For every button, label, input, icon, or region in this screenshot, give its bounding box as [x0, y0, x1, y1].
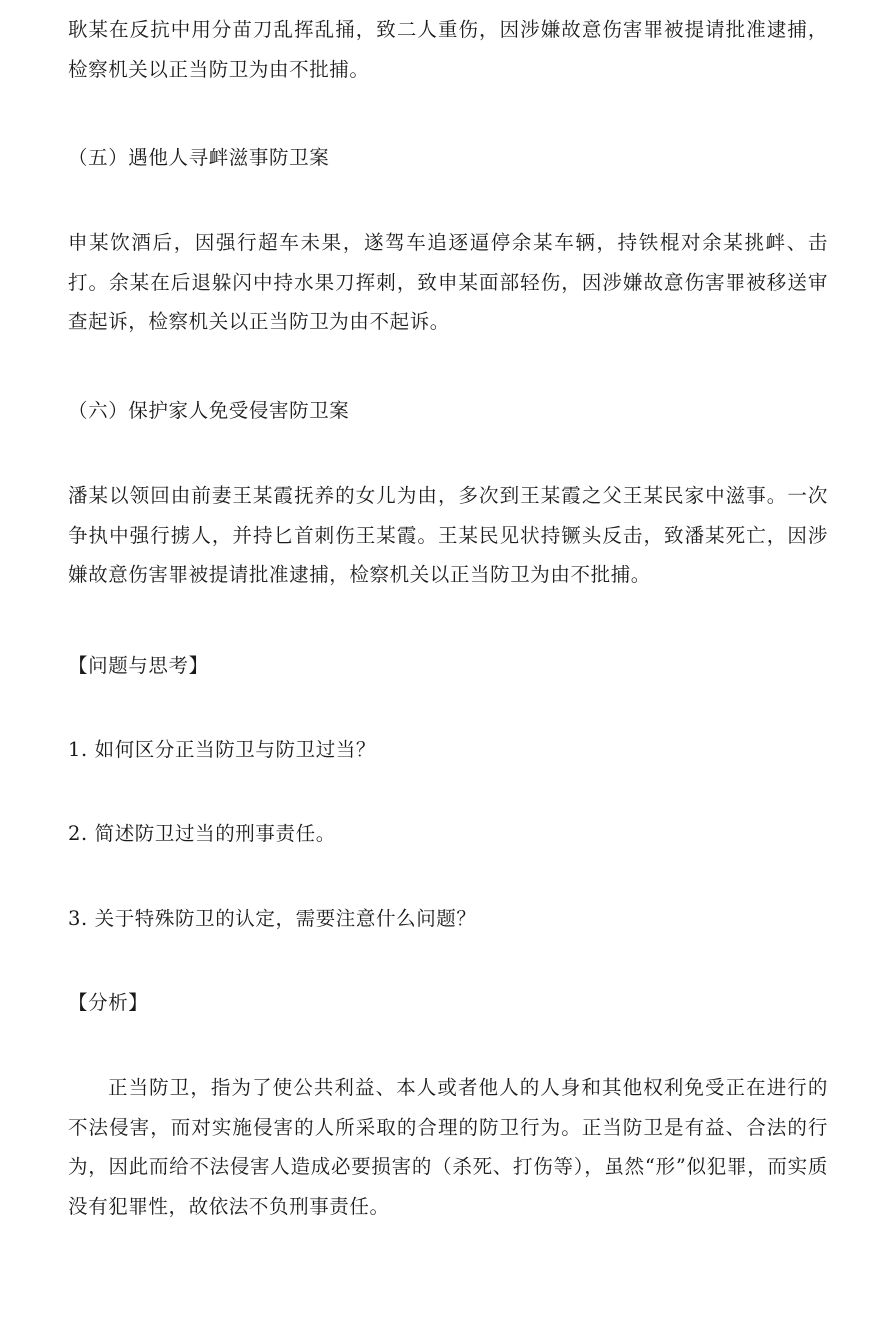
question-3: 3. 关于特殊防卫的认定，需要注意什么问题？: [68, 907, 477, 930]
case-paragraph-shen: 申某饮酒后，因强行超车未果，遂驾车追逐逼停余某车辆，持铁棍对余某挑衅、击打。余某在后退躲闪中持水果刀挥刺，致申某面部轻伤，因涉嫌故意伤害罪被移送审查起诉，检察机关以正当防卫为由不起诉。: [68, 231, 828, 333]
section-heading-5: （五）遇他人寻衅滋事防卫案: [68, 146, 330, 169]
analysis-heading: 【分析】: [68, 991, 149, 1014]
question-1: 1. 如何区分正当防卫与防卫过当？: [68, 738, 377, 761]
analysis-paragraph: 正当防卫，指为了使公共利益、本人或者他人的人身和其他权利免受正在进行的不法侵害，而对实施侵害的人所采取的合理的防卫行为。正当防卫是有益、合法的行为，因此而给不法侵害人造成必要损害的（杀死、打伤等），虽然“形”似犯罪，而实质没有犯罪性，故依法不负刑事责任。: [68, 1076, 828, 1218]
section-heading-6: （六）保护家人免受侵害防卫案: [68, 399, 350, 422]
case-paragraph-pan: 潘某以领回由前妻王某霞抚养的女儿为由，多次到王某霞之父王某民家中滋事。一次争执中强行掳人，并持匕首刺伤王某霞。王某民见状持镢头反击，致潘某死亡，因涉嫌故意伤害罪被提请批准逮捕，检察机关以正当防卫为由不批捕。: [68, 484, 828, 586]
case-paragraph-geng: 耿某在反抗中用分苗刀乱挥乱捅，致二人重伤，因涉嫌故意伤害罪被提请批准逮捕，检察机关以正当防卫为由不批捕。: [68, 18, 828, 81]
questions-heading: 【问题与思考】: [68, 654, 209, 677]
question-2: 2. 简述防卫过当的刑事责任。: [68, 822, 336, 845]
